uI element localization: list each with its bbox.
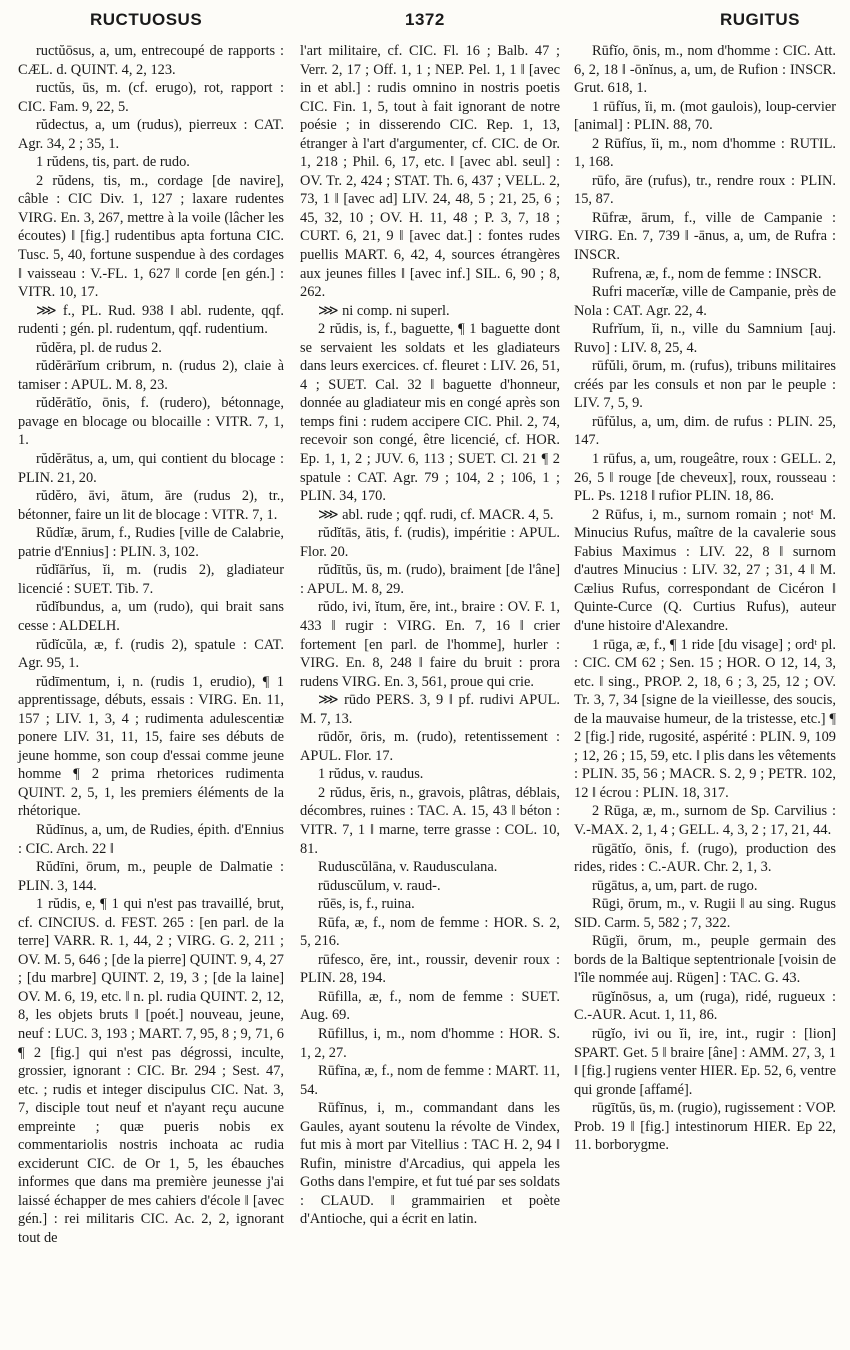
dictionary-entry: rŭdĕrārĭum cribrum, n. (rudus 2), claie à tamiser : APUL. M. 8, 23. [18,358,284,393]
dictionary-entry: rŭdectus, a, um (rudus), pierreux : CAT. Agr. 34, 2 ; 35, 1. [18,117,284,152]
dictionary-entry: rūgātĭo, ōnis, f. (rugo), production des rides, rides : C.-AUR. Chr. 2, 1, 3. [574,840,836,876]
dictionary-entry: rūfo, āre (rufus), tr., rendre roux : PLIN. 15, 87. [574,172,836,208]
dictionary-entry: Rŭdĭæ, ārum, f., Rudies [ville de Calabrie, patrie d'Ennius] : PLIN. 3, 102. [18,525,284,560]
dictionary-entry: ructŭōsus, a, um, entrecoupé de rapports : CÆL. d. QUINT. 4, 2, 123. [18,43,284,78]
dictionary-entry: rūgĭo, ivi ou ĭi, ire, int., rugir : [lion] SPART. Get. 5 ‖ braire [âne] : AMM. 27, 3, 1 ‖ [fig.] rugiens venter HIER. Ep. 52, 6, ventre qui gronde [affamé]. [574,1025,836,1098]
dictionary-entry: rūgĭnōsus, a, um (ruga), ridé, rugueux : C.-AUR. Acut. 1, 11, 86. [574,988,836,1024]
dictionary-entry: 1 rŭdus, v. raudus. [318,766,424,783]
dictionary-entry: 1 rūga, æ, f., ¶ 1 ride [du visage] ; ordᵗ pl. : CIC. CM 62 ; Sen. 15 ; HOR. O 12, 14, 3, etc. ‖ sing., PROP. 2, 18, 6 ; 3, 25, 12 ; OV. Tr. 3, 7, 34 [signe de la vieillesse, des soucis, de la mauvaise humeur, de la tristesse, etc.] ¶ 2 [fig.] ride, rugosité, aspérité : PLIN. 9, 109 ; 12, 26 ; 15, 59, etc. ‖ plis dans les vêtements : PLIN. 35, 56 ; MACR. S. 2, 9 ; PETR. 102, 12 ‖ écrou : PLIN. 18, 317. [574,636,836,801]
dictionary-entry: rūfesco, ĕre, int., roussir, devenir roux : PLIN. 28, 194. [300,951,560,987]
dictionary-entry: rŭdĕrātus, a, um, qui contient du blocage : PLIN. 21, 20. [18,451,284,486]
dictionary-entry: rŭdīmentum, i, n. (rudis 1, erudio), ¶ 1 apprentissage, débuts, essais : VIRG. En. 11, 157 ; LIV. 1, 3, 4 ; rudimenta adulescentiæ ponere LIV. 31, 11, 15, faire ses débuts de jeune homme, son coup d'essai comme jeune homme ¶ 2 prima rhetorices rudimenta QUINT. 2, 5, 1, les premiers éléments de la rhétorique. [18,673,284,820]
header-last-headword: RUGITUS [720,10,800,29]
dictionary-entry: rŭdĕro, āvi, ātum, āre (rudus 2), tr., bétonner, faire un lit de blocage : VITR. 7, 1. [18,488,284,523]
dictionary-entry: Rūfīna, æ, f., nom de femme : MART. 11, 54. [300,1063,560,1098]
dictionary-entry: Rūfilla, æ, f., nom de femme : SUET. Aug. 69. [300,988,560,1024]
dictionary-entry: rūduscŭlum, v. raud-. [318,877,441,894]
dictionary-entry: Rūfræ, ārum, f., ville de Campanie : VIRG. En. 7, 739 ‖ -ānus, a, um, de Rufra : INSCR. [574,209,836,264]
dictionary-entry: Rūfa, æ, f., nom de femme : HOR. S. 2, 5, 216. [300,914,560,950]
dictionary-entry: 2 Rūfus, i, m., surnom romain ; notᵗ M. Minucius Rufus, maître de la cavalerie sous Fabius Maximus : LIV. 22, 8 ‖ surnom d'autres Minucius : LIV. 32, 27 ; 31, 4 ‖ M. Cælius Rufus, correspondant de Cicéron ‖ Quinte-Curce (Q. Curtius Rufus), auteur d'une histoire d'Alexandre. [574,506,836,634]
dictionary-entry: rŭdĭtās, ātis, f. (rudis), impéritie : APUL. Flor. 20. [300,525,560,560]
dictionary-entry: Rūfīnus, i, m., commandant dans les Gaules, ayant soutenu la révolte de Vindex, fut mis à mort par Vitellius : TAC H. 2, 94 ‖ Rufin, ministre d'Arcadius, qui appela les Goths dans l'empire, et fut tué par ses soldats : CLAUD. ‖ grammairien et poète d'Antioche, qui a écrit en latin. [300,1100,560,1228]
dictionary-entry: Rufri macerĭæ, ville de Campanie, près de Nola : CAT. Agr. 22, 4. [574,284,836,319]
dictionary-entry: 2 Rūga, æ, m., surnom de Sp. Carvilius : V.-MAX. 2, 1, 4 ; GELL. 4, 3, 2 ; 17, 21, 44. [574,803,836,838]
dictionary-entry: Rūfillus, i, m., nom d'homme : HOR. S. 1, 2, 27. [300,1025,560,1061]
dictionary-entry: rŭdĭbundus, a, um (rudo), qui brait sans cesse : ALDELH. [18,599,284,634]
dictionary-entry: ⋙ f., PL. Rud. 938 ‖ abl. rudente, qqf. rudenti ; gén. pl. rudentum, qqf. rudentium. [18,302,284,338]
dictionary-entry: rŭdītŭs, ūs, m. (rudo), braiment [de l'âne] : APUL. M. 8, 29. [300,562,560,597]
dictionary-entry: 2 rŭdus, ĕris, n., gravois, plâtras, déblais, décombres, ruines : TAC. A. 15, 43 ‖ béton : VITR. 7, 1 ‖ marne, terre grasse : COL. 10, 81. [300,784,560,857]
dictionary-entry: Rŭdīni, ōrum, m., peuple de Dalmatie : PLIN. 3, 144. [18,859,284,894]
dictionary-entry: Rūgi, ōrum, m., v. Rugii ‖ au sing. Rugus SID. Carm. 5, 582 ; 7, 322. [574,896,836,931]
dictionary-entry: 2 rŭdis, is, f., baguette, ¶ 1 baguette dont se servaient les soldats et les gladiateurs dans leurs exercices. cf. fleuret : LIV. 26, 51, 4 ; SUET. Cal. 32 ‖ baguette d'honneur, donnée au gladiateur mis en congé après son temps fini : rudem accipere CIC. Phil. 2, 74, recevoir son congé, être licencié, cf. HOR. Ep. 1, 1, 2 ; JUV. 6, 113 ; SUET. Cl. 21 ¶ 2 spatule : CAT. Agr. 79 ; 104, 2 ; 106, 1 ; PLIN. 34, 170. [300,321,560,505]
dictionary-column-1 [18,42,284,1248]
dictionary-entry: rūfŭli, ōrum, m. (rufus), tribuns militaires créés par les consuls et non par le peuple : LIV. 7, 5, 9. [574,358,836,412]
dictionary-entry: rŭdĕrātĭo, ōnis, f. (rudero), bétonnage, pavage en blocage ou blocaille : VITR. 7, 1, 1. [18,395,284,449]
dictionary-entry: 1 rūfĭus, ĭi, m. (mot gaulois), loup-cervier [animal] : PLIN. 88, 70. [574,98,836,134]
dictionary-entry: rŭdĕra, pl. de rudus 2. [36,339,162,356]
dictionary-entry: rūdŏr, ōris, m. (rudo), retentissement : APUL. Flor. 17. [300,729,560,764]
dictionary-entry: rŭēs, is, f., ruina. [318,896,415,913]
dictionary-entry: 1 rŭdis, e, ¶ 1 qui n'est pas travaillé, brut, cf. CINCIUS. d. FEST. 265 : [en parl. de la terre] VARR. R. 1, 44, 2 ; VIRG. G. 2, 211 ; OV. M. 5, 646 ; [de la pierre] QUINT. 9, 4, 27 ; [du marbre] QUINT. 2, 19, 3 ; [de la laine] OV. M. 6, 19, etc. ‖ n. pl. rudia QUINT. 2, 12, 8, les objets bruts ‖ [poét.] nouveau, jeune, neuf : LUC. 3, 193 ; MART. 7, 95, 8 ; 9, 71, 6 ¶ 2 [fig.] qui n'est pas dégrossi, inculte, grossier, ignorant : CIC. Br. 294 ; Sest. 47, etc. ; rudis et integer discipulus CIC. Nat. 3, 7, disciple tout neuf et n'ayant reçu aucune empreinte ; quæ pueris nobis ex commentariolis nostris inchoata ac rudia exciderunt CIC. de Or 1, 5, les ébauches informes que dans ma première jeunesse j'ai laissé échapper de mes cahiers d'école ‖ [avec gén.] : rei militaris CIC. Ac. 2, 2, ignorant tout de [18,896,284,1246]
running-header [40,10,810,36]
dictionary-entry: rūfŭlus, a, um, dim. de rufus : PLIN. 25, 147. [574,413,836,449]
dictionary-entry: rŭdĭārĭus, ĭi, m. (rudis 2), gladiateur licencié : SUET. Tib. 7. [18,562,284,597]
dictionary-entry: rŭdĭcŭla, æ, f. (rudis 2), spatule : CAT. Agr. 95, 1. [18,636,284,672]
dictionary-entry: rŭdo, ivi, ĭtum, ĕre, int., braire : OV. F. 1, 433 ‖ rugir : VIRG. En. 7, 16 ‖ crier fortement [en parl. de l'homme], hurler : VIRG. En. 8, 248 ‖ faire du bruit : prora rudens VIRG. En. 3, 561, proue qui crie. [300,599,560,690]
dictionary-entry: ructŭs, ūs, m. (cf. erugo), rot, rapport : CIC. Fam. 9, 22, 5. [18,80,284,115]
header-first-headword: RUCTUOSUS [90,10,203,29]
dictionary-entry: Rufrena, æ, f., nom de femme : INSCR. [592,265,822,282]
dictionary-entry: ⋙ ni comp. ni superl. [318,302,450,319]
dictionary-column-3 [574,42,836,1155]
dictionary-entry: Rufrĭum, ĭi, n., ville du Samnium [auj. Ruvo] : LIV. 8, 25, 4. [574,321,836,356]
page-number: 1372 [405,10,445,29]
dictionary-entry: ⋙ rūdo PERS. 3, 9 ‖ pf. rudivi APUL. M. 7, 13. [300,692,560,727]
dictionary-entry: ⋙ abl. rude ; qqf. rudi, cf. MACR. 4, 5. [318,506,554,523]
dictionary-entry: l'art militaire, cf. CIC. Fl. 16 ; Balb. 47 ; Verr. 2, 17 ; Off. 1, 1 ; NEP. Pel. 1, 1 ‖ [avec in et abl.] : rudis omnino in nostris poetis CIC. Fin. 1, 5, tout à fait ignorant de notre poésie ; in disserendo CIC. Rep. 1, 13, étranger à l'art d'argumenter, cf. CIC. de Or. 1, 218 ; Phil. 6, 17, etc. ‖ [avec abl. seul] : OV. Tr. 2, 424 ; STAT. Th. 6, 437 ; VELL. 2, 73, 1 ‖ [avec ad] LIV. 24, 48, 5 ; 21, 25, 6 ; 45, 32, 10 ; OV. H. 11, 48 ; P. 3, 7, 18 ; CURT. 6, 21, 9 ‖ [avec dat.] : fontes rudes puellis MART. 6, 42, 4, sources étrangères aux jeunes filles ‖ [avec inf.] SIL. 6, 90 ; 8, 262. [300,43,560,301]
dictionary-entry: Rūgĭi, ōrum, m., peuple germain des bords de la Baltique septentrionale [voisin de l'île nommée auj. Rügen] : TAC. G. 43. [574,933,836,987]
dictionary-entry: 2 Rūfĭus, ĭi, m., nom d'homme : RUTIL. 1, 168. [574,135,836,171]
dictionary-entry: 2 rŭdens, tis, m., cordage [de navire], câble : CIC Div. 1, 127 ; laxare rudentes VIRG. En. 3, 267, mettre à la voile (lâcher les écoutes) ‖ [fig.] rudentibus apta fortuna CIC. Tusc. 5, 40, fortune suspendue à des cordages ‖ vaisseau : V.-FL. 1, 627 ‖ corde [en gén.] : VITR. 10, 17. [18,172,284,301]
dictionary-entry: rūgātus, a, um, part. de rugo. [592,877,758,894]
dictionary-entry: 1 rūfus, a, um, rougeâtre, roux : GELL. 2, 26, 5 ‖ rouge [de cheveux], roux, rousseau : PL. Ps. 1218 ‖ rufior PLIN. 18, 86. [574,451,836,505]
dictionary-entry: rūgītŭs, ūs, m. (rugio), rugissement : VOP. Prob. 19 ‖ [fig.] intestinorum HIER. Ep 22, 11. borborygme. [574,1100,836,1154]
dictionary-entry: Rūfĭo, ōnis, m., nom d'homme : CIC. Att. 6, 2, 18 ‖ -ōnĭnus, a, um, de Rufion : INSCR. Grut. 618, 1. [574,43,836,97]
dictionary-entry: Rŭdīnus, a, um, de Rudies, épith. d'Ennius : CIC. Arch. 22 ‖ [18,821,284,857]
dictionary-entry: 1 rŭdens, tis, part. de rudo. [36,154,190,171]
dictionary-entry: Ruduscŭlāna, v. Raudusculana. [318,859,498,876]
dictionary-column-2 [300,42,560,1229]
